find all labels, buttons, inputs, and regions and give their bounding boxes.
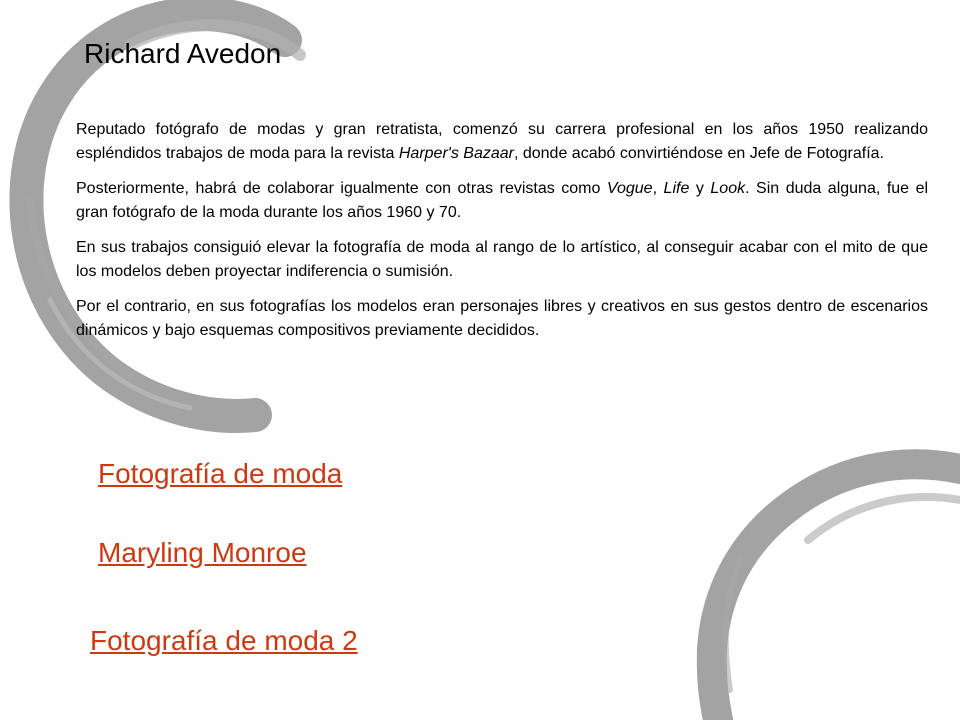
paragraph — [76, 177, 928, 225]
link-fotografia-de-moda[interactable]: Fotografía de moda — [98, 458, 343, 489]
italic-text: Harper's Bazaar — [398, 145, 514, 162]
biography-text — [76, 118, 928, 354]
text-run: Reputado fotógrafo de modas y gran retratista, comenzó su carrera profesional en los años 1950 realizando espléndidos trabajos de moda para la revista — [76, 121, 928, 162]
text-run: . Sin duda alguna, fue el gran fotógrafo de la moda durante los años 1960 y 70. — [76, 180, 929, 221]
paragraph — [76, 236, 928, 284]
text-run: Por el contrario, en sus fotografías los modelos eran personajes libres y creativos en sus gestos dentro de escenarios dinámicos y bajo esquemas compositivos previamente decididos. — [76, 298, 928, 339]
text-run: , — [652, 180, 664, 197]
text-run: , donde acabó convirtiéndose en Jefe de Fotografía. — [513, 145, 884, 162]
text-run: Posteriormente, habrá de colaborar igualmente con otras revistas como — [76, 180, 607, 197]
italic-text: Vogue — [606, 180, 653, 197]
link-fotografia-de-moda-2[interactable]: Fotografía de moda 2 — [90, 625, 358, 656]
text-run: y — [689, 180, 711, 197]
page-title: Richard Avedon — [84, 38, 282, 69]
paragraph — [76, 295, 928, 343]
paragraph — [76, 118, 928, 166]
italic-text: Life — [663, 180, 690, 197]
link-maryling-monroe[interactable]: Maryling Monroe — [98, 537, 307, 568]
italic-text: Look — [710, 180, 746, 197]
text-run: En sus trabajos consiguió elevar la fotografía de moda al rango de lo artístico, al conseguir acabar con el mito de que los modelos deben proyectar indiferencia o sumisión. — [76, 239, 928, 280]
